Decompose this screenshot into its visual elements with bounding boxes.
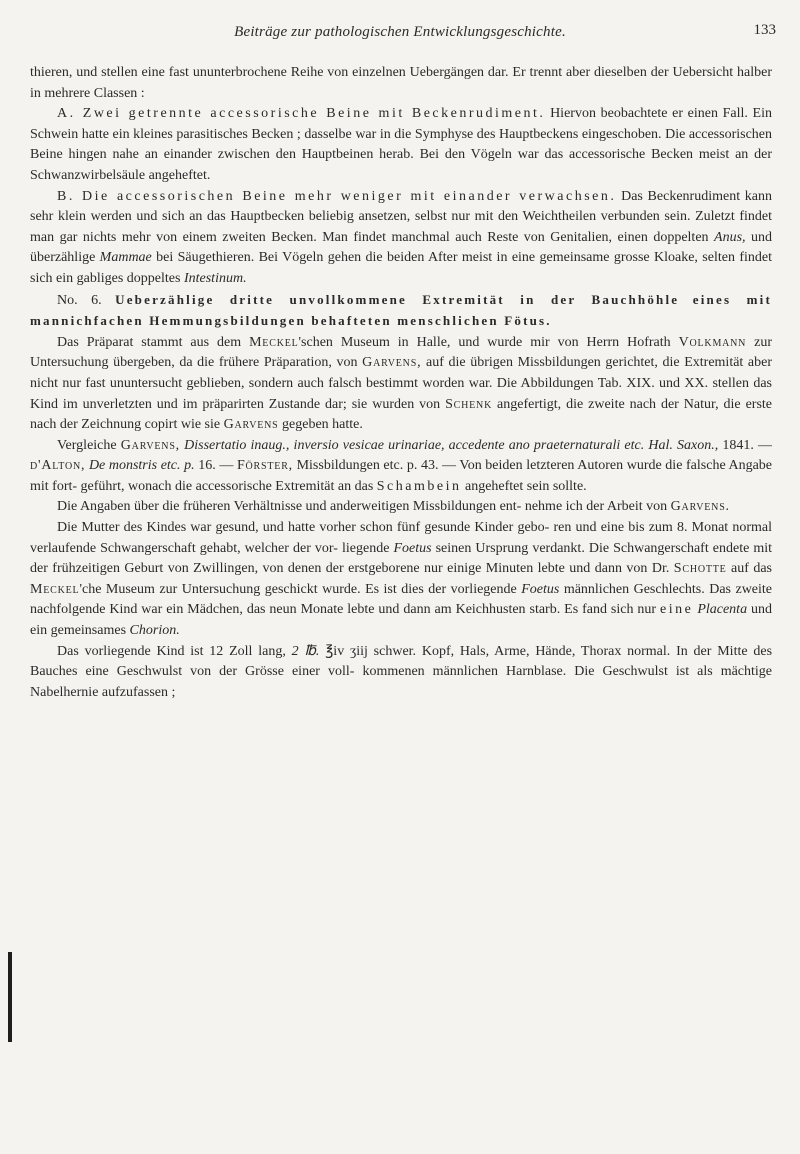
paragraph: Die Angaben über die früheren Verhältnisse und anderweitigen Missbildungen ent- nehme ich der Arbeit von Garvens. <box>57 499 730 515</box>
paragraph: thieren, und stellen eine fast ununterbrochene Reihe von einzelnen Uebergängen dar. Er trennt aber dieselben der Uebersicht halber in mehrere Classen : <box>30 65 772 101</box>
case-heading: No. 6. Ueberzählige dritte unvollkommene Extremität in der Bauchhöhle eines mit mannichfachen Hemmungsbildungen behafteten menschlichen Fötus. <box>30 291 773 329</box>
paragraph: Das vorliegende Kind ist 12 Zoll lang, 2 ℔. ℥iv ʒiij schwer. Kopf, Hals, Arme, Hände, Thorax normal. In der Mitte des Bauches eine Geschwulst von der Grösse einer voll- kommenen männlichen Harnblase. Die Geschwulst ist als mächtige Nabelhernie aufzufassen ; <box>30 643 773 700</box>
page-number: 133 <box>753 22 776 38</box>
running-head: Beiträge zur pathologischen Entwicklungsgeschichte. <box>234 24 566 40</box>
binding-edge-mark <box>8 952 12 1042</box>
section-heading-b: B. Die accessorischen Beine mehr weniger mit einander verwachsen. <box>57 188 617 204</box>
paragraph: A. Zwei getrennte accessorische Beine mit Beckenrudiment. Hiervon beobachtete er einen Fall. Ein Schwein hatte ein kleines parasitisches Becken ; dasselbe war in die Symphyse des Hauptbeckens eingeschoben. Die accessorischen Beine hingen nahe an einander zwischen den Hauptbeinen herab. Bei den Vögeln war das accessorische Becken meist an der Schwanzwirbelsäule angeheftet. <box>30 106 773 183</box>
paragraph: B. Die accessorischen Beine mehr weniger mit einander verwachsen. Das Beckenrudiment kann sehr klein werden und sich an das Hauptbecken beliebig ansetzen, selbst nur mit den Weichtheilen verbunden sein. Zuletzt findet man gar nichts mehr von einem zweiten Becken. Man findet manchmal auch Reste von Genitalien, einen doppelten Anus, und überzählige Mammae bei Säugethieren. Bei Vögeln gehen die beiden After meist in eine gemeinsame grosse Kloake, selten findet sich ein gabliges doppeltes Intestinum. <box>30 188 773 286</box>
paragraph: Das Präparat stammt aus dem Meckel'schen Museum in Halle, und wurde mir von Herrn Hofrath Volkmann zur Untersuchung übergeben, da die frühere Präparation, von Garvens, auf die übrigen Missbildungen gerichtet, die Extremität aber nicht nur fast ununtersucht geblieben, sondern auch falsch bestimmt worden war. Die Abbildungen Tab. XIX. und XX. stellen das Kind im unverletzten und im präparirten Zustande dar; sie wurden von Schenk angefertigt, die zweite nach der Natur, die erste nach der Zeichnung copirt wie sie Garvens gegeben hatte. <box>30 334 773 433</box>
section-heading-a: A. Zwei getrennte accessorische Beine mit Beckenrudiment. <box>57 106 546 122</box>
paragraph: Vergleiche Garvens, Dissertatio inaug., inversio vesicae urinariae, accedente ano praeternaturali etc. Hal. Saxon., 1841. — d'Alton, De monstris etc. p. 16. — Förster, Missbildungen etc. p. 43. — Von beiden letzteren Autoren wurde die falsche Angabe mit fort- geführt, wonach die accessorische Extremität an das Schambein angeheftet sein sollte. <box>30 437 773 494</box>
paragraph: Die Mutter des Kindes war gesund, und hatte vorher schon fünf gesunde Kinder gebo- ren und eine bis zum 8. Monat normal verlaufende Schwangerschaft gehabt, welcher der vor- liegende Foetus seinen Ursprung verdankt. Die Schwangerschaft endete mit der frühzeitigen Geburt von Zwillingen, von denen der erstgeborene nur einige Minuten lebte und dann von Dr. Schotte auf das Meckel'che Museum zur Untersuchung geschickt wurde. Es ist dies der vorliegende Foetus männlichen Geschlechts. Das zweite nachfolgende Kind war ein Mädchen, das neun Monate lebte und dann am Keichhusten starb. Es fand sich nur eine Placenta und ein gemeinsames Chorion. <box>30 520 773 639</box>
body-text <box>30 63 772 703</box>
